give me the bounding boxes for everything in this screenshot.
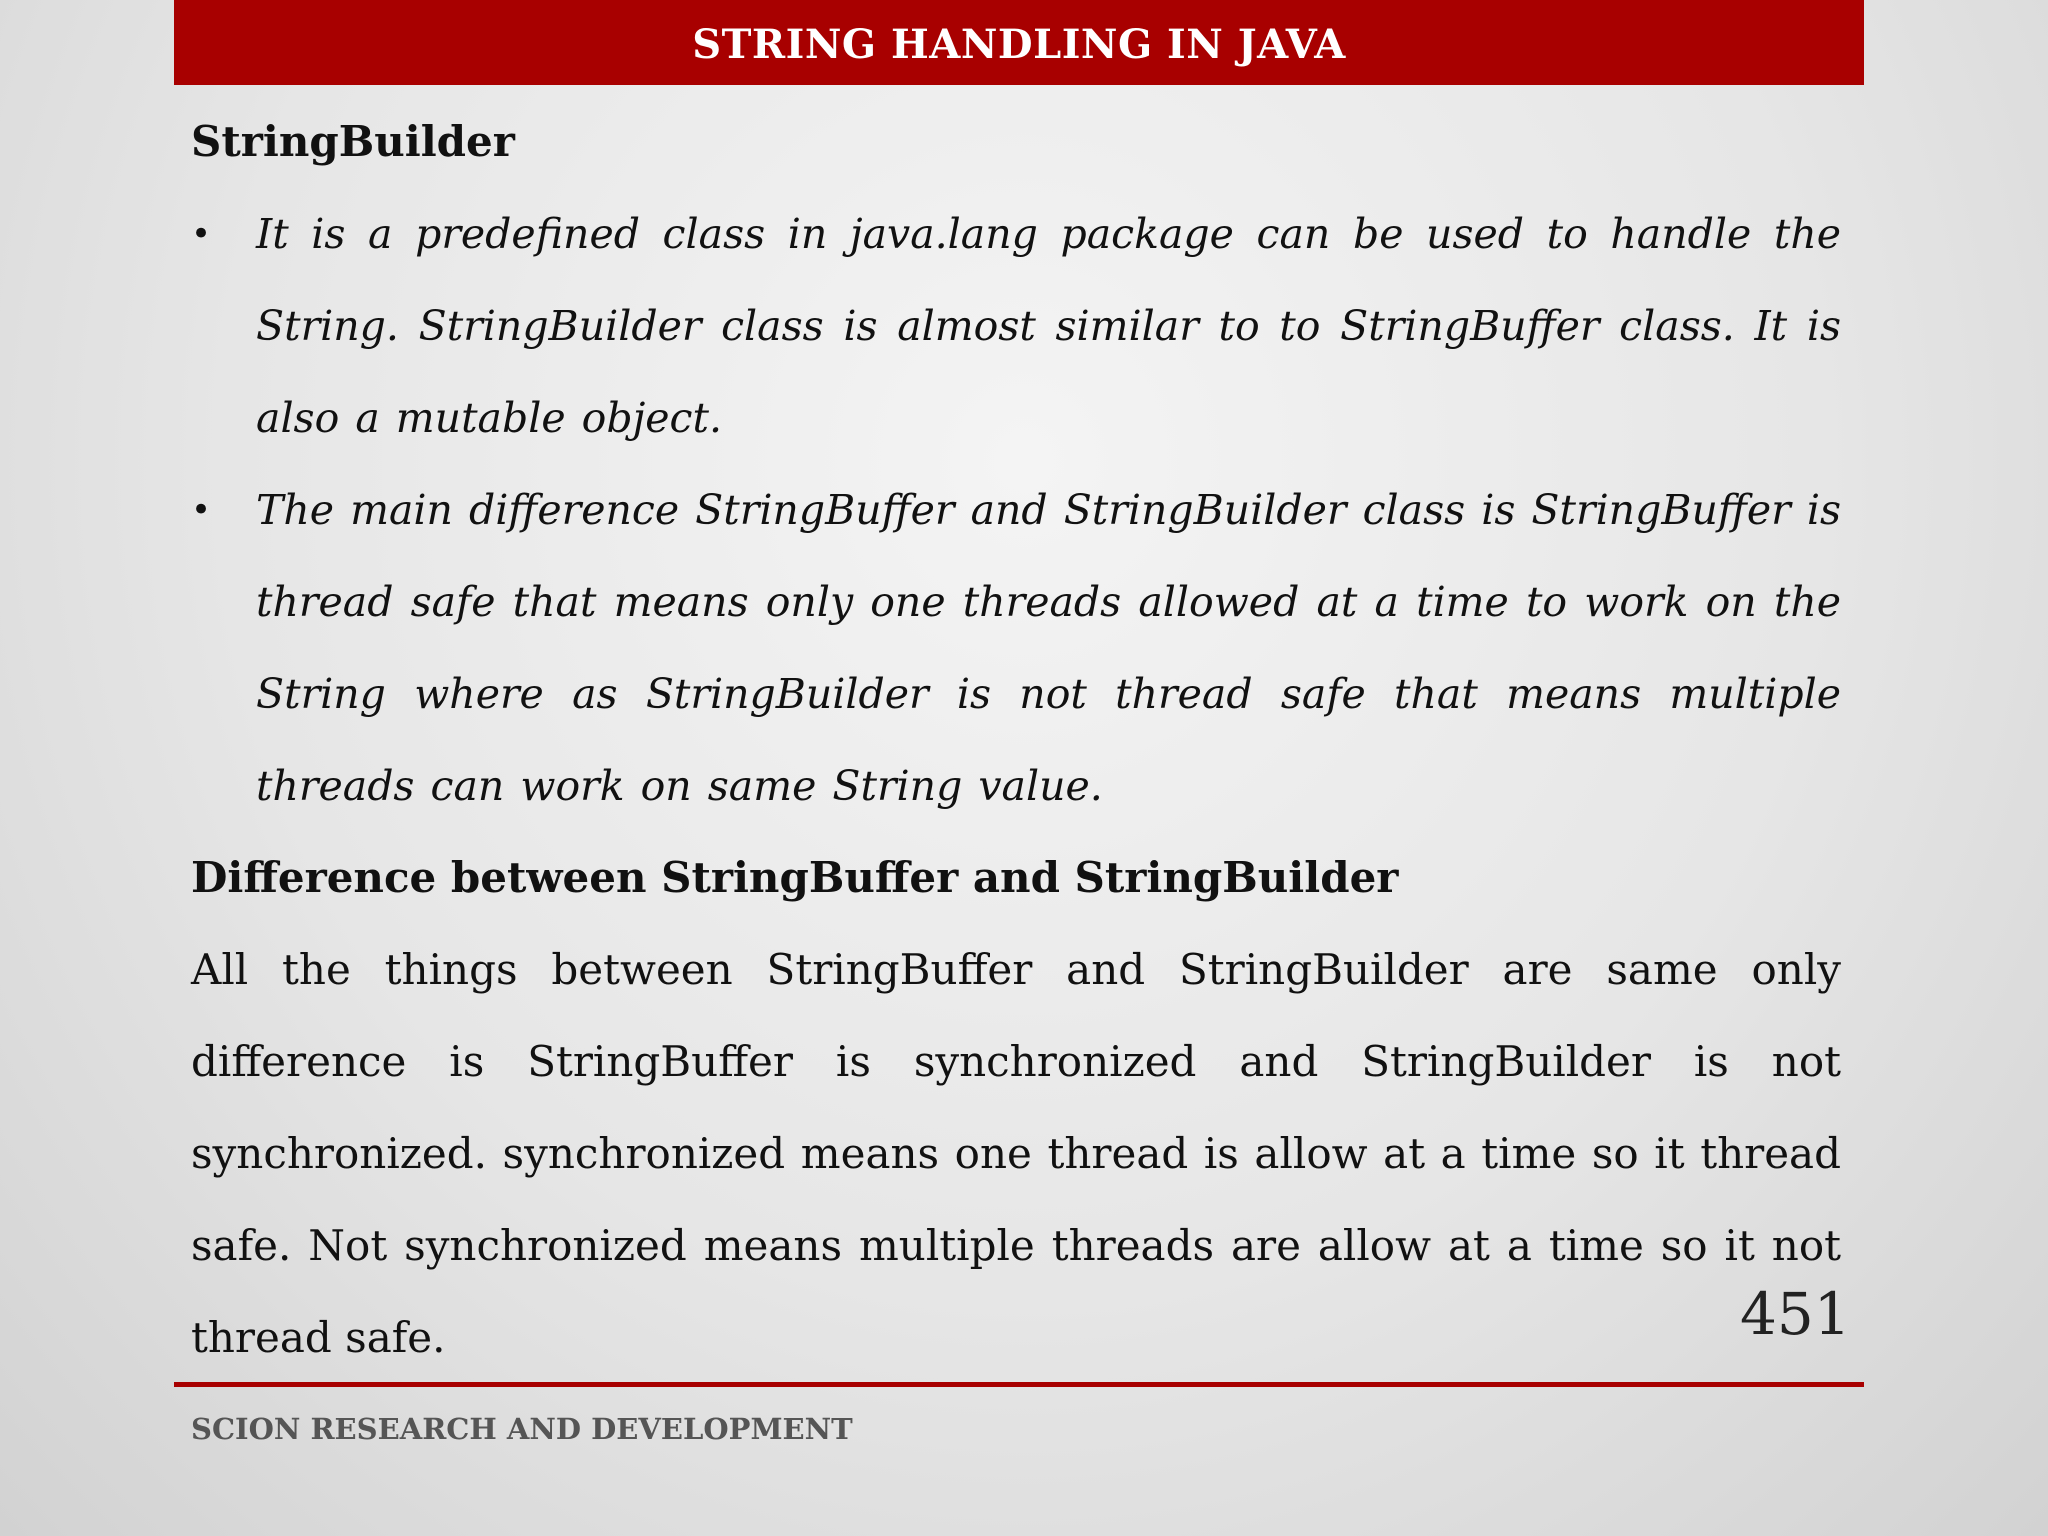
bullet-dot-icon: •	[191, 490, 212, 530]
footer-organization: SCION RESEARCH AND DEVELOPMENT	[191, 1412, 853, 1446]
bullet-dot-icon: •	[191, 214, 212, 254]
slide-title: STRING HANDLING IN JAVA	[692, 21, 1346, 68]
page-number: 451	[1740, 1280, 1851, 1348]
difference-paragraph: All the things between StringBuffer and StringBuilder are same only difference is StringBuffer is synchronized and StringBuilder is not synchronized. synchronized means one thread is allow at a time so it thread safe. Not synchronized means multiple threads are allow at a time so it not thread safe.	[191, 945, 1841, 1362]
list-item	[191, 464, 1841, 832]
footer-divider	[174, 1382, 1864, 1387]
bullet-text: It is a predefined class in java.lang package can be used to handle the String. StringBuilder class is almost similar to to StringBuffer class. It is also a mutable object.	[256, 210, 1841, 442]
title-bar	[174, 0, 1864, 85]
section-heading-difference: Difference between StringBuffer and StringBuilder	[191, 853, 1399, 902]
section-heading-stringbuilder: StringBuilder	[191, 117, 515, 166]
slide-content	[191, 96, 1851, 1384]
bullet-list	[191, 188, 1841, 832]
list-item	[191, 188, 1841, 464]
bullet-text: The main difference StringBuffer and StringBuilder class is StringBuffer is thread safe that means only one threads allowed at a time to work on the String where as StringBuilder is not thread safe that means multiple threads can work on same String value.	[256, 486, 1841, 810]
